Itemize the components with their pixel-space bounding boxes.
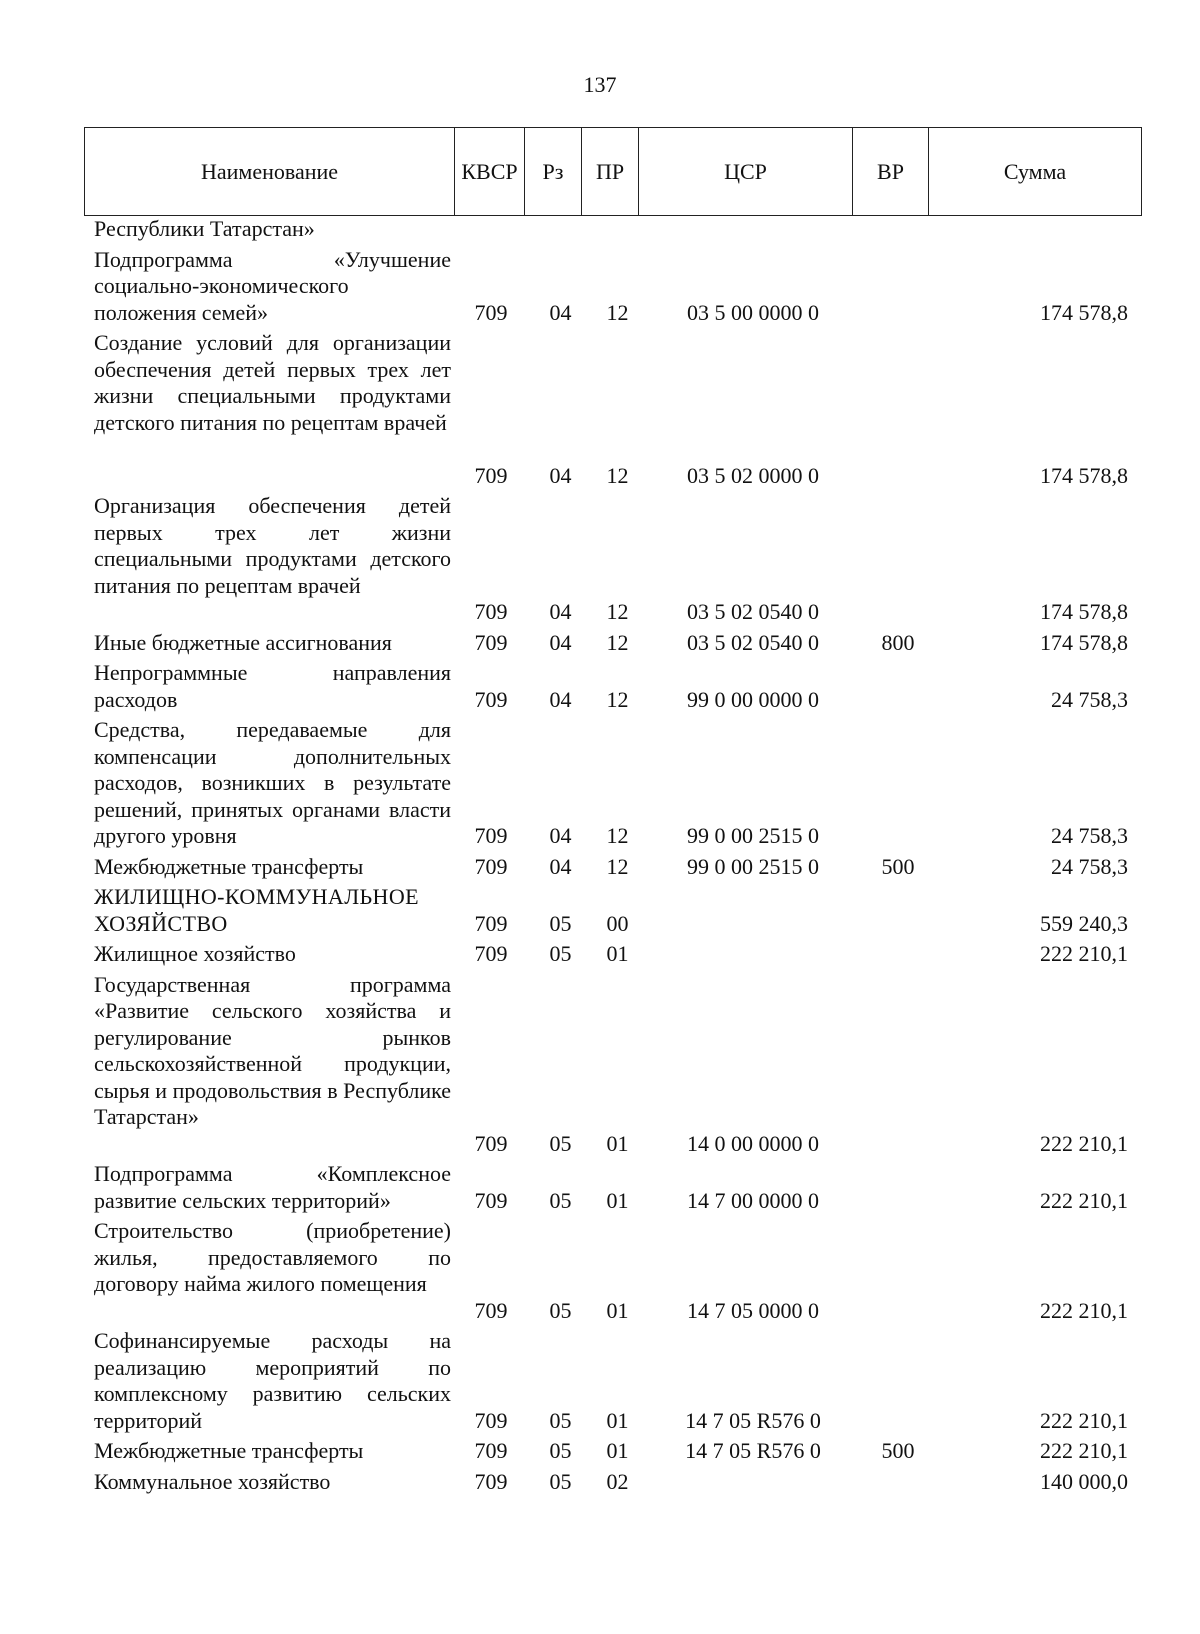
row-csr: 14 7 00 0000 0 — [687, 1187, 819, 1213]
row-name: ЖИЛИЩНО-КОММУНАЛЬНОЕ ХОЗЯЙСТВО — [94, 884, 419, 936]
row-sum: 174 578,8 — [1040, 299, 1128, 325]
table-row — [0, 1328, 1200, 1434]
row-sum: 222 210,1 — [1040, 1407, 1128, 1433]
row-kvsr: 709 — [474, 941, 508, 966]
table-row — [0, 854, 1200, 881]
row-rz: 04 — [549, 686, 572, 712]
table-row — [0, 1469, 1200, 1496]
row-vr: 500 — [881, 853, 915, 879]
row-kvsr: 709 — [474, 1438, 508, 1463]
row-csr: 03 5 02 0000 0 — [687, 462, 819, 488]
row-kvsr: 709 — [474, 1407, 508, 1433]
row-pr: 01 — [606, 1407, 629, 1433]
row-name: Республики Татарстан» — [94, 216, 315, 241]
row-rz: 05 — [549, 1407, 572, 1433]
header-sum: Сумма — [929, 128, 1142, 216]
row-rz: 04 — [549, 462, 572, 488]
header-csr: ЦСР — [639, 128, 853, 216]
row-name: Иные бюджетные ассигнования — [94, 629, 392, 655]
row-rz: 04 — [549, 629, 572, 655]
header-kvsr: КВСР — [455, 128, 525, 216]
row-csr: 14 7 05 R576 0 — [685, 1438, 821, 1463]
row-pr: 01 — [606, 941, 629, 966]
row-name: Софинансируемые расходы на реализацию мероприятий по комплексному развитию сельских территорий — [94, 1328, 451, 1433]
row-rz: 05 — [549, 1187, 572, 1213]
row-rz: 05 — [549, 910, 572, 936]
row-sum: 24 758,3 — [1051, 853, 1128, 879]
row-csr: 99 0 00 0000 0 — [687, 686, 819, 712]
table-row — [0, 1438, 1200, 1465]
row-kvsr: 709 — [474, 1468, 508, 1494]
row-csr: 03 5 02 0540 0 — [687, 599, 819, 624]
row-csr: 14 7 05 0000 0 — [687, 1297, 819, 1323]
row-name: Непрограммные направления расходов — [94, 660, 451, 712]
row-name: Коммунальное хозяйство — [94, 1468, 331, 1494]
row-rz: 05 — [549, 1130, 572, 1156]
row-pr: 12 — [606, 853, 629, 879]
row-pr: 01 — [606, 1130, 629, 1156]
table-row — [0, 660, 1200, 713]
row-sum: 222 210,1 — [1040, 1130, 1128, 1156]
row-kvsr: 709 — [474, 1130, 508, 1156]
row-pr: 12 — [606, 462, 629, 488]
row-sum: 222 210,1 — [1040, 1297, 1128, 1323]
row-name: Государственная программа «Развитие сельского хозяйства и регулирование рынков сельскохозяйственной продукции, сырья и продовольствия в Республике Татарстан» — [94, 971, 451, 1129]
row-csr: 03 5 00 0000 0 — [687, 299, 819, 325]
header-pr: ПР — [582, 128, 639, 216]
row-rz: 05 — [549, 941, 572, 966]
row-rz: 04 — [549, 599, 572, 624]
row-pr: 00 — [606, 910, 629, 936]
row-pr: 12 — [606, 599, 629, 624]
table-row — [0, 330, 1200, 489]
row-sum: 174 578,8 — [1040, 629, 1128, 655]
row-kvsr: 709 — [474, 299, 508, 325]
row-pr: 02 — [606, 1468, 629, 1494]
row-pr: 12 — [606, 686, 629, 712]
row-sum: 174 578,8 — [1040, 599, 1128, 624]
row-sum: 24 758,3 — [1051, 686, 1128, 712]
row-kvsr: 709 — [474, 1297, 508, 1323]
row-kvsr: 709 — [474, 853, 508, 879]
row-pr: 01 — [606, 1187, 629, 1213]
table-row — [0, 941, 1200, 968]
row-csr: 14 7 05 R576 0 — [685, 1407, 821, 1433]
table-row — [0, 247, 1200, 327]
row-csr: 99 0 00 2515 0 — [687, 823, 819, 848]
row-rz: 04 — [549, 299, 572, 325]
row-name: Строительство (приобретение) жилья, предоставляемого по договору найма жилого помещения — [94, 1218, 451, 1296]
row-name: Средства, передаваемые для компенсации дополнительных расходов, возникших в результате решений, принятых органами власти другого уровня — [94, 717, 451, 848]
row-name: Жилищное хозяйство — [94, 941, 296, 966]
row-csr: 14 0 00 0000 0 — [687, 1130, 819, 1156]
table-header — [84, 127, 1142, 216]
row-kvsr: 709 — [474, 686, 508, 712]
row-kvsr: 709 — [474, 462, 508, 488]
table-row — [0, 1218, 1200, 1324]
header-vr: ВР — [853, 128, 929, 216]
row-sum: 222 210,1 — [1040, 941, 1128, 966]
row-name: Межбюджетные трансферты — [94, 853, 364, 879]
row-rz: 04 — [549, 823, 572, 848]
row-kvsr: 709 — [474, 629, 508, 655]
row-sum: 174 578,8 — [1040, 462, 1128, 488]
table-row — [0, 972, 1200, 1158]
row-kvsr: 709 — [474, 910, 508, 936]
row-sum: 24 758,3 — [1051, 823, 1128, 848]
row-rz: 05 — [549, 1438, 572, 1463]
row-rz: 05 — [549, 1297, 572, 1323]
table-row — [0, 1161, 1200, 1214]
row-pr: 12 — [606, 823, 629, 848]
table-body — [0, 216, 1200, 1499]
row-name: Межбюджетные трансферты — [94, 1438, 364, 1463]
row-kvsr: 709 — [474, 599, 508, 624]
table-row — [0, 216, 1200, 243]
page-number: 137 — [583, 72, 617, 97]
row-rz: 05 — [549, 1468, 572, 1494]
table-row — [0, 884, 1200, 937]
row-vr: 800 — [881, 629, 915, 655]
header-rz: Рз — [525, 128, 582, 216]
row-vr: 500 — [881, 1438, 915, 1463]
table-row — [0, 717, 1200, 850]
table-row — [0, 493, 1200, 626]
row-name: Создание условий для организации обеспечения детей первых трех лет жизни специальными продуктами детского питания по рецептам врачей — [94, 330, 451, 435]
row-pr: 12 — [606, 629, 629, 655]
table-row — [0, 630, 1200, 657]
row-pr: 01 — [606, 1438, 629, 1463]
row-sum: 140 000,0 — [1040, 1468, 1128, 1494]
row-pr: 12 — [606, 299, 629, 325]
row-name: Подпрограмма «Комплексное развитие сельских территорий» — [94, 1161, 451, 1213]
row-kvsr: 709 — [474, 1187, 508, 1213]
row-sum: 559 240,3 — [1040, 910, 1128, 936]
row-pr: 01 — [606, 1297, 629, 1323]
row-name: Организация обеспечения детей первых трех лет жизни специальными продуктами детского питания по рецептам врачей — [94, 493, 451, 598]
row-csr: 99 0 00 2515 0 — [687, 853, 819, 879]
header-name: Наименование — [85, 128, 455, 216]
row-csr: 03 5 02 0540 0 — [687, 629, 819, 655]
row-sum: 222 210,1 — [1040, 1187, 1128, 1213]
row-sum: 222 210,1 — [1040, 1438, 1128, 1463]
row-kvsr: 709 — [474, 823, 508, 848]
row-name: Подпрограмма «Улучшение социально-экономического положения семей» — [94, 246, 451, 325]
row-rz: 04 — [549, 853, 572, 879]
